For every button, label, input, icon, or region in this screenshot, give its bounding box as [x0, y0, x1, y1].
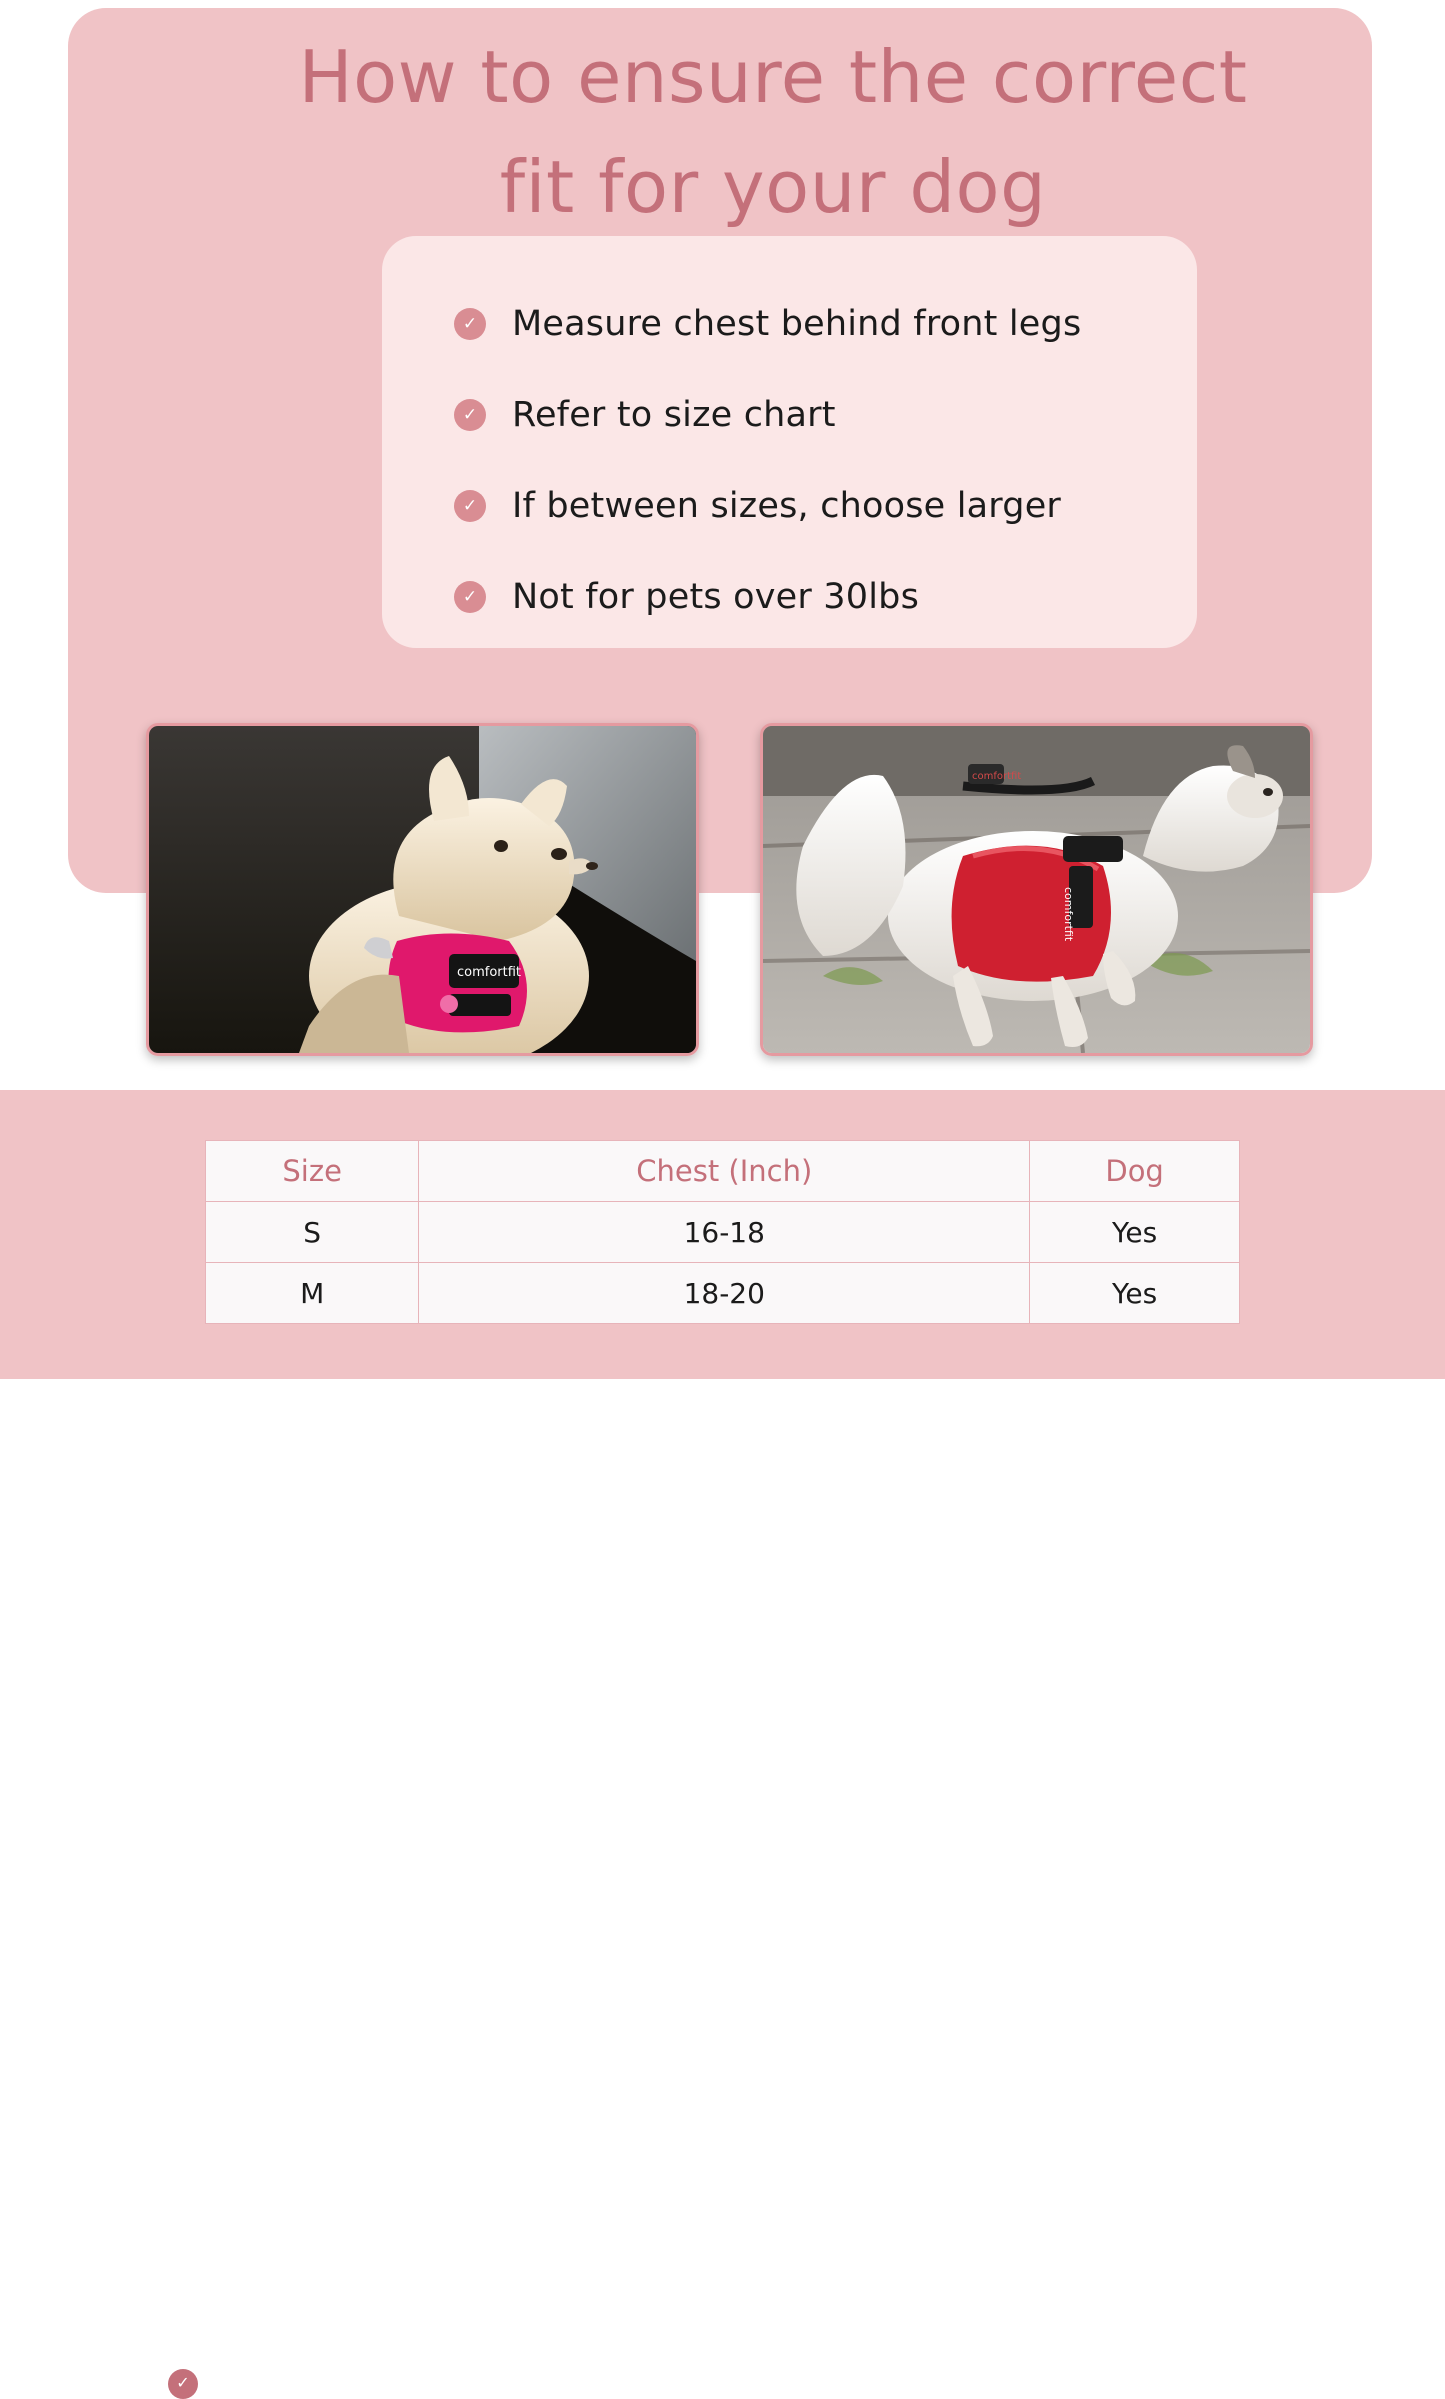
cell-chest: 16-18	[419, 1202, 1030, 1263]
svg-text:comfortfit: comfortfit	[972, 771, 1022, 782]
cell-size: S	[206, 1202, 419, 1263]
list-item	[454, 369, 1167, 460]
list-item	[454, 460, 1167, 551]
svg-text:comfortfit: comfortfit	[1062, 887, 1075, 942]
selected-row-check-icon: ✓	[168, 2369, 198, 2399]
check-icon: ✓	[454, 490, 486, 522]
list-item	[454, 551, 1167, 642]
table-header-row	[206, 1141, 1240, 1202]
dog-in-car-pink-harness	[146, 723, 699, 1056]
fit-tips-list	[454, 278, 1167, 642]
dog-outdoors-red-harness	[760, 723, 1313, 1056]
column-header-dog: Dog	[1030, 1141, 1240, 1202]
fit-tip-label: Refer to size chart	[512, 394, 836, 435]
list-item	[454, 278, 1167, 369]
column-header-chest: Chest (Inch)	[419, 1141, 1030, 1202]
table-row[interactable]	[206, 1202, 1240, 1263]
fit-tip-label: Measure chest behind front legs	[512, 303, 1082, 344]
page-title: How to ensure the correct fit for your dog	[298, 35, 1248, 229]
photo-illustration	[149, 726, 696, 1053]
fit-tip-label: Not for pets over 30lbs	[512, 576, 920, 617]
cell-size: M	[206, 1263, 419, 1324]
svg-text:comfortfit: comfortfit	[457, 965, 522, 980]
cell-dog: Yes	[1030, 1202, 1240, 1263]
check-icon: ✓	[454, 399, 486, 431]
cell-dog: Yes	[1030, 1263, 1240, 1324]
check-icon: ✓	[454, 581, 486, 613]
fit-tips-card	[382, 236, 1197, 648]
column-header-size: Size	[206, 1141, 419, 1202]
table-row[interactable]	[206, 1263, 1240, 1324]
check-icon: ✓	[454, 308, 486, 340]
size-chart-table	[205, 1140, 1240, 1324]
fit-tip-label: If between sizes, choose larger	[512, 485, 1062, 526]
cell-chest: 18-20	[419, 1263, 1030, 1324]
photo-illustration	[763, 726, 1310, 1053]
